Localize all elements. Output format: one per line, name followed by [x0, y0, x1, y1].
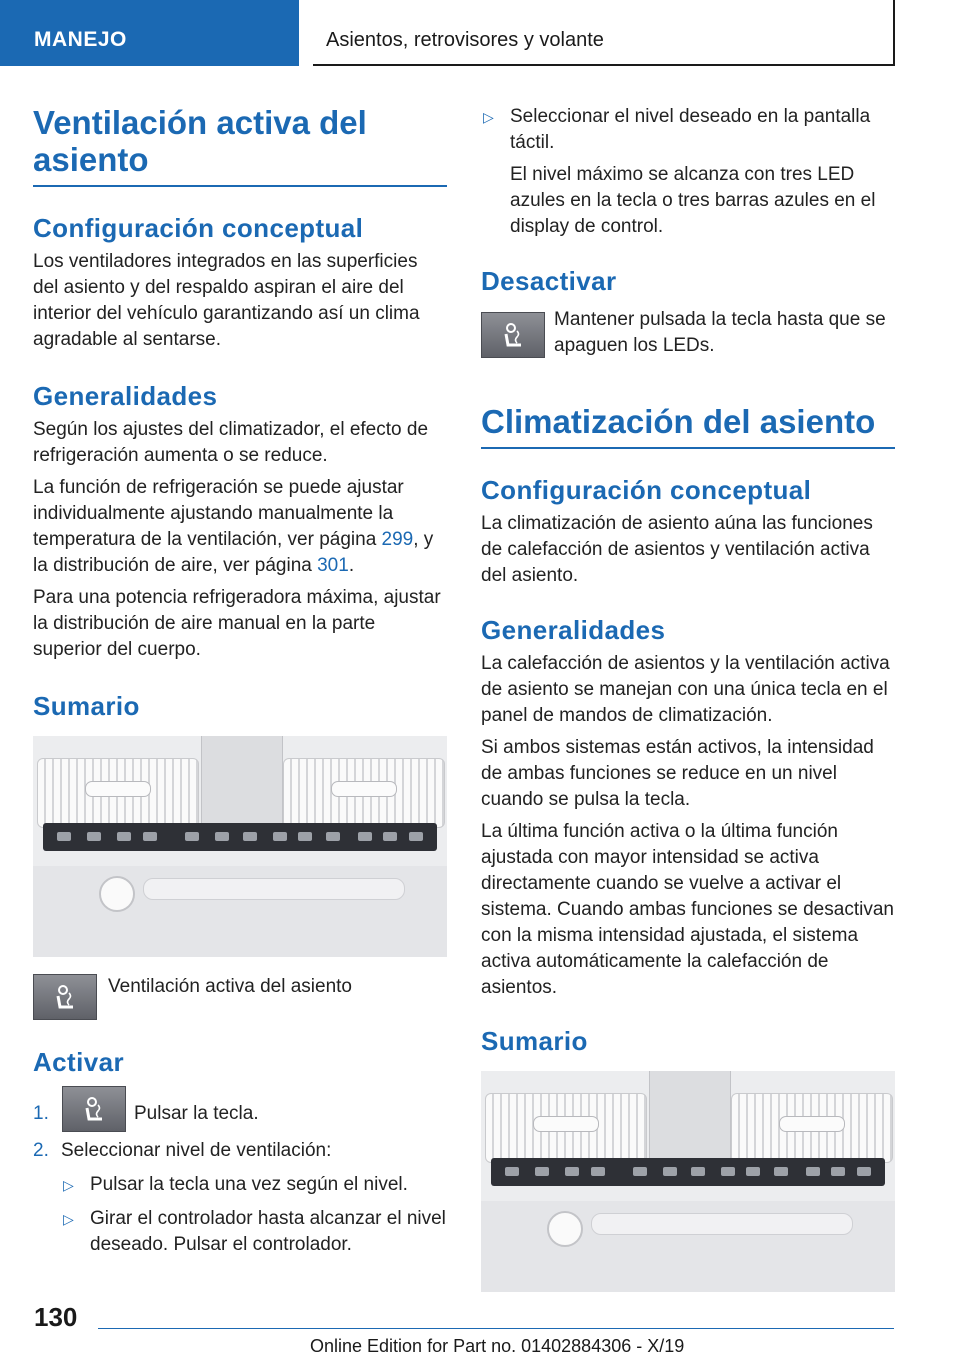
- chapter-header: [313, 0, 895, 66]
- concept-heading-2: Configuración conceptual: [481, 475, 812, 505]
- seat-ventilation-icon: [62, 1086, 126, 1132]
- substep-2: ▷ Girar el controlador hasta alcanzar el nivel deseado. Pulsar el controlador.: [63, 1208, 446, 1255]
- right-column: [481, 104, 895, 1292]
- seat-ventilation-icon: [481, 312, 545, 358]
- concept-text: Los ventiladores integrados en las superficies del asiento y del respaldo aspiran el aire del interior del vehículo garantizando así un clima agradable al sentarse.: [33, 251, 420, 350]
- activate-heading: Activar: [33, 1047, 124, 1077]
- footer-divider: [98, 1328, 894, 1329]
- general-heading: Generalidades: [33, 381, 218, 411]
- photo-caption: Ventilación activa del asiento: [108, 976, 352, 997]
- section-title-climate: Climatización del asiento: [481, 403, 895, 449]
- general-paragraph-3: Para una potencia refrigeradora máxima, ajustar la distribución de aire manual en la parte superior del cuerpo.: [33, 587, 441, 660]
- concept-text-2: La climatización de asiento aúna las funciones de calefacción de asientos y ventilación activa del asiento.: [481, 513, 873, 586]
- climate-panel-photo-2: [481, 1071, 895, 1292]
- general-paragraph-2-3: La última función activa o la última función ajustada con mayor intensidad se activa directamente cuando se vuelve a activar el sistema. Cuando ambas funciones se desactivan con la misma intensidad ajustada, el sistema activa automáticamente la calefacción de asientos.: [481, 821, 894, 998]
- general-paragraph-2-2: Si ambos sistemas están activos, la intensidad de ambas funciones se reduce en un nivel cuando se pulsa la tecla.: [481, 737, 874, 810]
- max-level-text: El nivel máximo se alcanza con tres LED azules en la tecla o tres barras azules en el display de control.: [510, 164, 876, 237]
- substep-1: ▷ Pulsar la tecla una vez según el nivel.: [33, 1172, 447, 1198]
- step-1: 1. Pulsar la tecla.: [33, 1086, 447, 1130]
- step-1-text: Pulsar la tecla.: [134, 1103, 259, 1124]
- bullet-triangle-icon: ▷: [63, 1177, 74, 1193]
- page-link-299[interactable]: 299: [381, 529, 414, 550]
- general-paragraph-1: Según los ajustes del climatizador, el efecto de refrigeración aumenta o se reduce.: [33, 419, 429, 466]
- seat-ventilation-icon: [33, 974, 97, 1020]
- section-tab: [0, 0, 299, 66]
- left-column: [33, 104, 447, 1258]
- page-title: Ventilación activa del asiento: [33, 104, 447, 187]
- general-paragraph-2-1: La calefacción de asientos y la ventilación activa de asiento se manejan con una única tecla en el panel de mandos de climatización.: [481, 653, 890, 726]
- step-2-text: Seleccionar nivel de ventilación:: [61, 1140, 332, 1161]
- deactivate-text: Mantener pulsada la tecla hasta que se apaguen los LEDs.: [554, 309, 886, 356]
- general-paragraph-2: La función de refrigeración se puede ajustar individualmente ajustando manualmente la temperatura de la ventilación, ver página 299, y la distribución de aire, ver página 301.: [33, 477, 434, 576]
- edition-note: Online Edition for Part no. 01402884306 - X/19: [310, 1336, 685, 1356]
- chapter-title: Asientos, retrovisores y volante: [326, 29, 604, 51]
- page-number: 130: [34, 1302, 78, 1332]
- caption-row: [33, 974, 447, 1018]
- summary-heading: Sumario: [33, 691, 140, 721]
- step-2: 2. Seleccionar nivel de ventilación:: [33, 1138, 447, 1164]
- concept-heading: Configuración conceptual: [33, 213, 364, 243]
- summary-heading-2: Sumario: [481, 1026, 588, 1056]
- section-title: MANEJO: [34, 28, 127, 51]
- deactivate-row: [481, 307, 895, 359]
- climate-panel-photo: [33, 736, 447, 957]
- substep-3: ▷ Seleccionar el nivel deseado en la pantalla táctil.: [483, 106, 871, 153]
- bullet-triangle-icon: ▷: [483, 109, 494, 125]
- page-link-301[interactable]: 301: [317, 555, 349, 576]
- deactivate-heading: Desactivar: [481, 266, 617, 296]
- general-heading-2: Generalidades: [481, 615, 666, 645]
- bullet-triangle-icon: ▷: [63, 1211, 74, 1227]
